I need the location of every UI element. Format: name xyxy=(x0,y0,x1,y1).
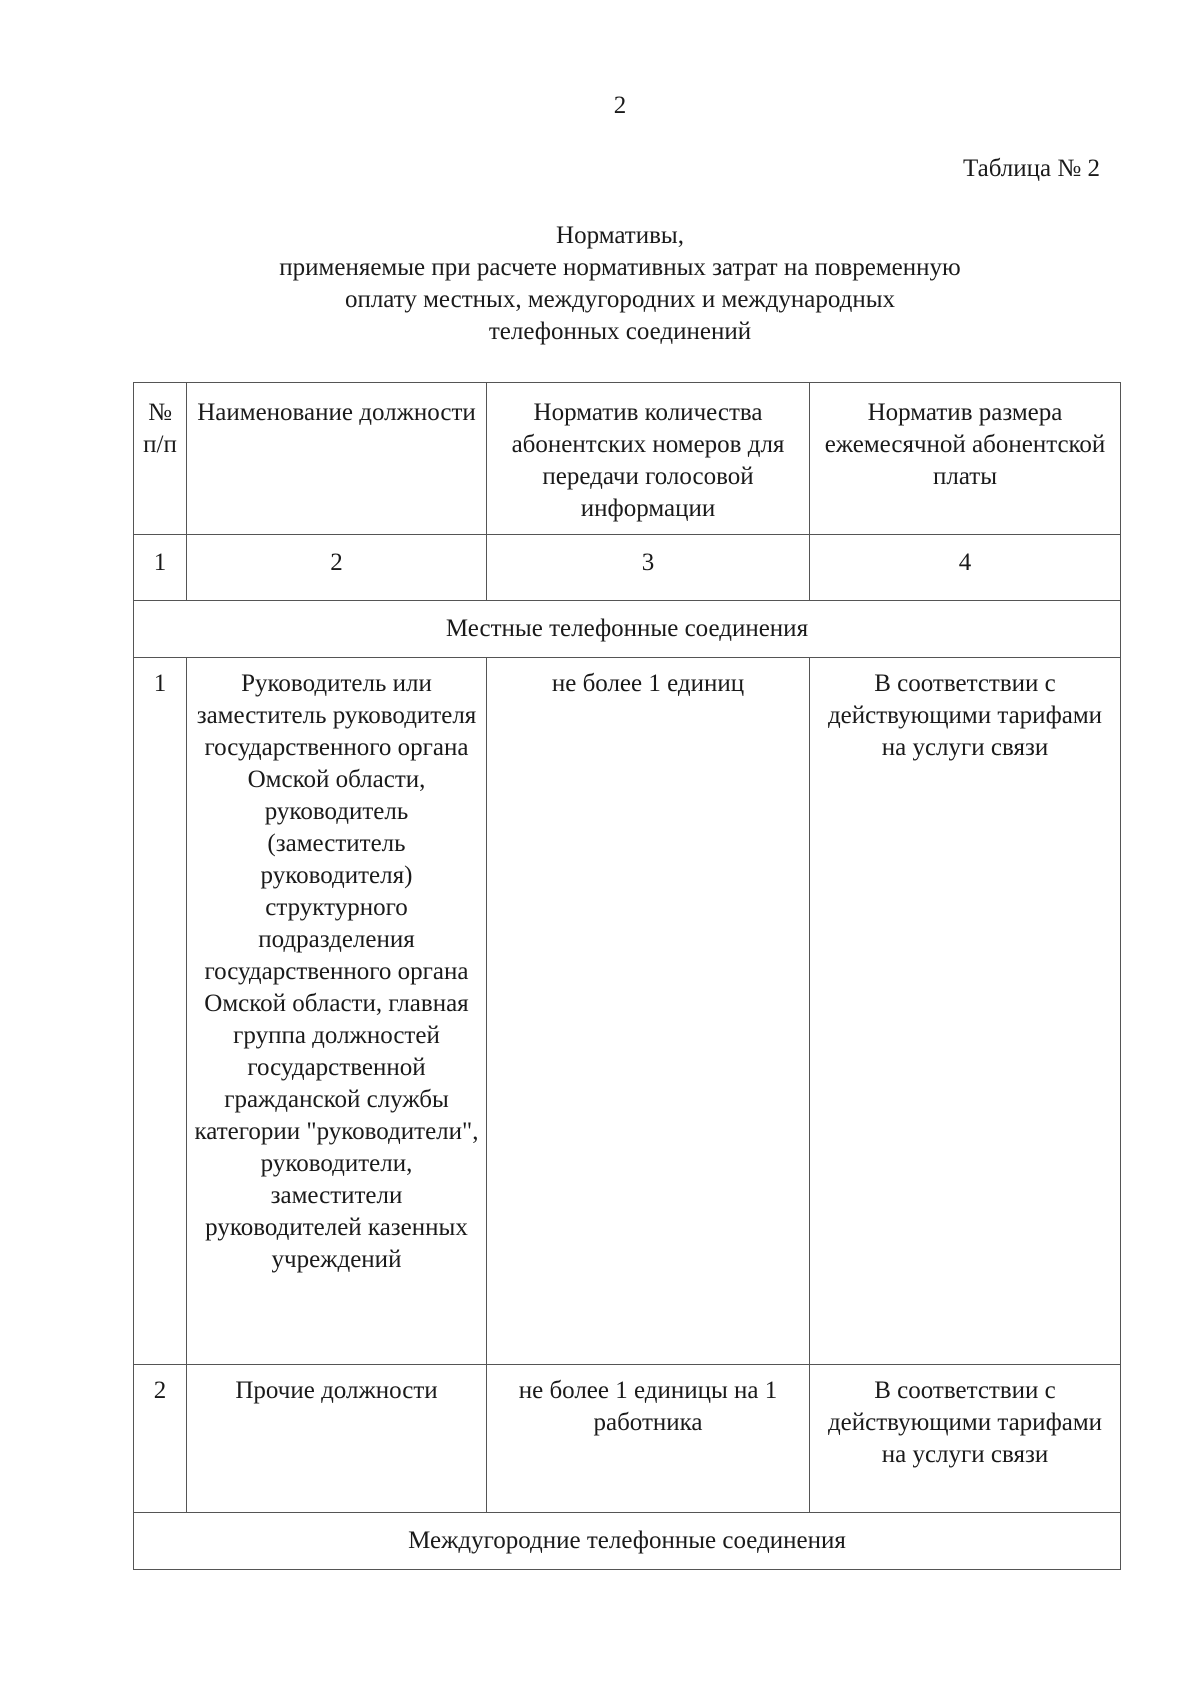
table-label: Таблица № 2 xyxy=(962,155,1100,182)
row-position: Прочие должности xyxy=(187,1365,487,1513)
section-title: Междугородние телефонные соединения xyxy=(134,1513,1121,1570)
page-number: 2 xyxy=(613,92,627,119)
row-quantity: не более 1 единицы на 1 работника xyxy=(487,1365,810,1513)
header-number: № п/п xyxy=(134,383,187,535)
column-numbers-row xyxy=(134,535,1121,601)
row-number: 1 xyxy=(134,658,187,1365)
norms-table xyxy=(133,382,1121,1570)
section-row-long-distance xyxy=(134,1513,1121,1570)
section-title: Местные телефонные соединения xyxy=(134,601,1121,658)
table-row xyxy=(134,1365,1121,1513)
header-quantity: Норматив количества абонентских номеров для передачи голосовой информации xyxy=(487,383,810,535)
row-position: Руководитель или заместитель руководителя государственного органа Омской области, руководитель (заместитель руководителя) структурного подразделения государственного органа Омской области, главная группа должностей государственной гражданской службы категории "руководители", руководители, заместители руководителей казенных учреждений xyxy=(187,658,487,1365)
table-header-row xyxy=(134,383,1121,535)
row-quantity: не более 1 единиц xyxy=(487,658,810,1365)
heading-line-3: оплату местных, междугородних и международных xyxy=(344,286,896,313)
table-heading xyxy=(0,220,1200,348)
column-number-cell: 2 xyxy=(187,535,487,601)
heading-line-4: телефонных соединений xyxy=(488,318,752,345)
row-number: 2 xyxy=(134,1365,187,1513)
heading-line-2: применяемые при расчете нормативных затрат на повременную xyxy=(279,254,961,281)
column-number-cell: 3 xyxy=(487,535,810,601)
column-number-cell: 4 xyxy=(810,535,1121,601)
column-number-cell: 1 xyxy=(134,535,187,601)
header-position: Наименование должности xyxy=(187,383,487,535)
heading-line-1: Нормативы, xyxy=(556,222,684,249)
table-row xyxy=(134,658,1121,1365)
header-fee: Норматив размера ежемесячной абонентской платы xyxy=(810,383,1121,535)
section-row-local xyxy=(134,601,1121,658)
row-fee: В соответствии с действующими тарифами на услуги связи xyxy=(810,658,1121,1365)
row-fee: В соответствии с действующими тарифами на услуги связи xyxy=(810,1365,1121,1513)
